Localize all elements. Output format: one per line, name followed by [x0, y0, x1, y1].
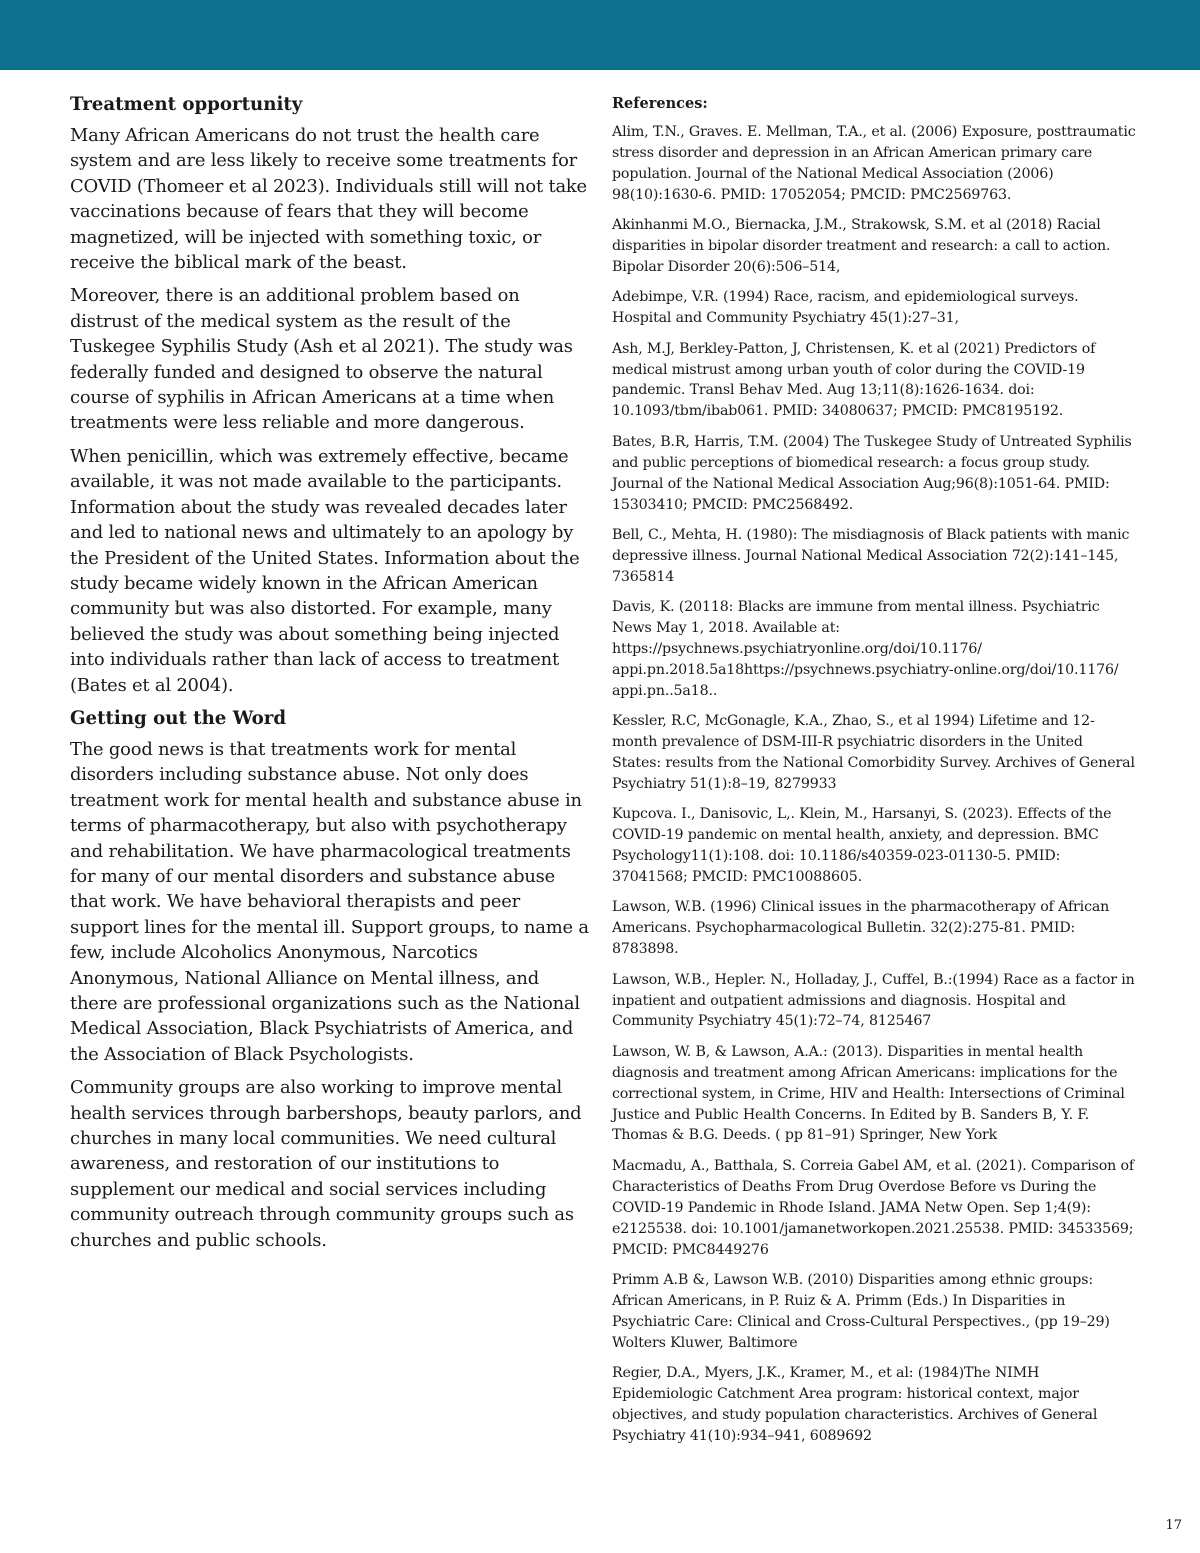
reference-item: Kessler, R.C, McGonagle, K.A., Zhao, S., et al 1994) Lifetime and 12-month prevalence of DSM-III-R psychiatric disorders in the United States: results from the National Comorbidity Survey. Archives of General Psychiatry 51(1):8–19, 8279933 — [612, 713, 1135, 792]
section-heading-treatment: Treatment opportunity — [70, 94, 303, 115]
reference-item: Adebimpe, V.R. (1994) Race, racism, and epidemiological surveys. Hospital and Community Psychiatry 45(1):27–31, — [612, 289, 1079, 327]
paragraph: Many African Americans do not trust the health care system and are less likely to receive some treatments for COVID (Thomeer et al 2023). Individuals still will not take vaccinations because of fears that they will become magnetized, will be injected with something toxic, or receive the biblical mark of the beast. — [70, 125, 587, 274]
references-column — [612, 94, 1136, 1456]
paragraph: Moreover, there is an additional problem based on distrust of the medical system as the result of the Tuskegee Syphilis Study (Ash et al 2021). The study was federally funded and designed to observe the natural course of syphilis in African Americans at a time when treatments were less reliable and more dangerous. — [70, 285, 573, 434]
reference-item: Lawson, W. B, & Lawson, A.A.: (2013). Disparities in mental health diagnosis and treatment among African Americans: implications for the correctional system, in Crime, HIV and Health: Intersections of Criminal Justice and Public Health Concerns. In Edited by B. Sanders B, Y. F. Thomas & B.G. Deeds. ( pp 81–91) Springer, New York — [612, 1043, 1125, 1144]
page-number: 17 — [1165, 1518, 1182, 1533]
reference-item: Akinhanmi M.O., Biernacka, J.M., Strakowsk, S.M. et al (2018) Racial disparities in bipolar disorder treatment and research: a call to action. Bipolar Disorder 20(6):506–514, — [612, 217, 1111, 275]
paragraph: When penicillin, which was extremely effective, became available, it was not made available to the participants. Information about the study was revealed decades later and led to national news and ultimately to an apology by the President of the United States. Information about the study became widely known in the African American community but was also distorted. For example, many believed the study was about something being injected into individuals rather than lack of access to treatment (Bates et al 2004). — [70, 445, 580, 696]
paragraph: Community groups are also working to improve mental health services through barbershops, beauty parlors, and churches in many local communities. We need cultural awareness, and restoration of our institutions to supplement our medical and social services including community outreach through community groups such as churches and public schools. — [70, 1077, 582, 1251]
header-band — [0, 0, 1200, 70]
reference-item: Kupcova. I., Danisovic, L,. Klein, M., Harsanyi, S. (2023). Effects of the COVID-19 pandemic on mental health, anxiety, and depression. BMC Psychology11(1):108. doi: 10.1186/s40359-023-01130-5. PMID: 37041568; PMCID: PMC10088605. — [612, 806, 1112, 885]
reference-item: Bates, B.R, Harris, T.M. (2004) The Tuskegee Study of Untreated Syphilis and public perceptions of biomedical research: a focus group study. Journal of the National Medical Association Aug;96(8):1051-64. PMID: 15303410; PMCID: PMC2568492. — [612, 433, 1132, 513]
references-title: References: — [612, 95, 708, 112]
paragraph: The good news is that treatments work for mental disorders including substance abuse. Not only does treatment work for mental health and substance abuse in terms of pharmacotherapy, but also with psychotherapy and rehabilitation. We have pharmacological treatments for many of our mental disorders and substance abuse that work. We have behavioral therapists and peer support lines for the mental ill. Support groups, to name a few, include Alcoholics Anonymous, Narcotics Anonymous, National Alliance on Mental illness, and there are professional organizations such as the National Medical Association, Black Psychiatrists of America, and the Association of Black Psychologists. — [70, 738, 589, 1065]
reference-item: Davis, K. (20118: Blacks are immune from mental illness. Psychiatric News May 1, 2018. Available at: https://psychnews.psychiatryonline.org/doi/10.1176/ appi.pn.2018.5a18https://psychnews.psychiatry-online.org/doi/10.1176/ appi.pn..5a18.. — [612, 599, 1119, 699]
reference-item: Lawson, W.B., Hepler. N., Holladay, J., Cuffel, B.:(1994) Race as a factor in inpatient and outpatient admissions and diagnosis. Hospital and Community Psychiatry 45(1):72–74, 8125467 — [612, 971, 1135, 1030]
section-heading-getting-out-the-word: Getting out the Word — [70, 707, 287, 729]
reference-item: Macmadu, A., Batthala, S. Correia Gabel AM, et al. (2021). Comparison of Characteristics of Deaths From Drug Overdose Before vs During the COVID-19 Pandemic in Rhode Island. JAMA Netw Open. Sep 1;4(9): e2125538. doi: 10.1001/jamanetworkopen.2021.25538. PMID: 34533569; PMCID: PMC8449276 — [612, 1157, 1134, 1258]
main-column — [70, 92, 590, 1261]
reference-item: Lawson, W.B. (1996) Clinical issues in the pharmacotherapy of African Americans. Psychopharmacological Bulletin. 32(2):275-81. PMID: 8783898. — [612, 899, 1110, 958]
reference-item: Regier, D.A., Myers, J.K., Kramer, M., et al: (1984)The NIMH Epidemiologic Catchment Area program: historical context, major objectives, and study population characteristics. Archives of General Psychiatry 41(10):934–941, 6089692 — [612, 1365, 1098, 1444]
reference-item: Ash, M.J, Berkley-Patton, J, Christensen, K. et al (2021) Predictors of medical mistrust among urban youth of color during the COVID-19 pandemic. Transl Behav Med. Aug 13;11(8):1626-1634. doi: 10.1093/tbm/ibab061. PMID: 34080637; PMCID: PMC8195192. — [612, 340, 1096, 420]
reference-item: Alim, T.N., Graves. E. Mellman, T.A., et al. (2006) Exposure, posttraumatic stress disorder and depression in an African American primary care population. Journal of the National Medical Association (2006) 98(10):1630-6. PMID: 17052054; PMCID: PMC2569763. — [612, 124, 1136, 203]
reference-item: Primm A.B &, Lawson W.B. (2010) Disparities among ethnic groups: African Americans, in P. Ruiz & A. Primm (Eds.) In Disparities in Psychiatric Care: Clinical and Cross-Cultural Perspectives., (pp 19–29) Wolters Kluwer, Baltimore — [612, 1271, 1110, 1351]
reference-item: Bell, C., Mehta, H. (1980): The misdiagnosis of Black patients with manic depressive illness. Journal National Medical Association 72(2):141–145, 7365814 — [612, 526, 1130, 585]
